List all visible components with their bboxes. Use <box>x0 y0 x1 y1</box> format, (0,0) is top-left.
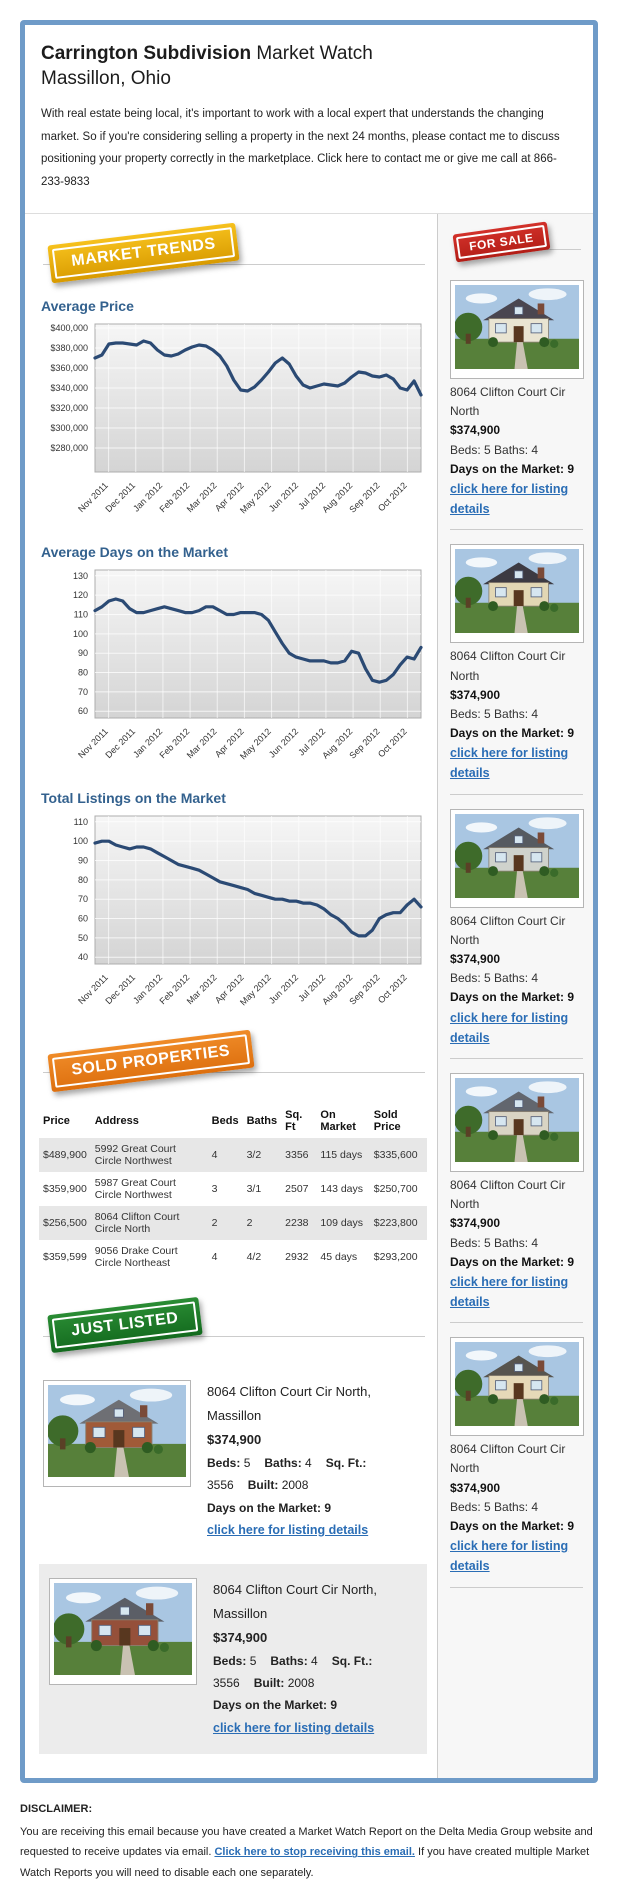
y-axis-tick-label: 70 <box>77 686 88 697</box>
listing-price: $374,900 <box>207 1432 262 1448</box>
x-axis-tick-label: Aug 2012 <box>320 480 355 515</box>
market-trends-badge-row <box>39 228 427 290</box>
x-axis-tick-label: Jan 2012 <box>131 972 165 1006</box>
page-subtitle: Massillon, Ohio <box>41 67 171 89</box>
listing-spec-label: Beds: <box>207 1456 244 1471</box>
intro-text: With real estate being local, it's important to work with a local expert that understands the changing market. So if you're considering selling a property in the next 24 months, please contact me to discuss positioning your property correctly in the marketplace. Click here to contact me or give me call at 866-233-9833 <box>41 108 560 188</box>
x-axis-tick-label: Oct 2012 <box>375 726 409 760</box>
sold-properties-table <box>39 1104 427 1274</box>
y-axis-tick-label: 80 <box>77 667 88 678</box>
listing-days-on-market: Days on the Market: 9 <box>450 1254 575 1269</box>
just-listed-badge-row <box>39 1300 427 1362</box>
y-axis-tick-label: $340,000 <box>50 383 88 394</box>
y-axis-tick-label: 110 <box>73 816 88 827</box>
y-axis-tick-label: 90 <box>77 855 88 866</box>
y-axis-tick-label: $320,000 <box>50 403 88 414</box>
x-axis-tick-label: Sep 2012 <box>347 480 382 515</box>
y-axis-tick-label: $300,000 <box>50 423 88 434</box>
sold-table-cell: 4/2 <box>246 1251 262 1264</box>
listing-details-link[interactable]: click here for listing details <box>450 1010 569 1045</box>
listing-beds-baths: Beds: 5 Baths: 4 <box>450 971 539 986</box>
page-title <box>41 41 575 67</box>
x-axis-tick-label: May 2012 <box>237 726 273 762</box>
sold-table-cell: 3 <box>211 1183 218 1196</box>
x-axis-tick-label: Jun 2012 <box>266 972 301 1006</box>
house-photo <box>54 1583 192 1675</box>
listing-photo-frame <box>450 1337 584 1436</box>
y-axis-tick-label: $400,000 <box>50 323 88 334</box>
listing-photo-frame <box>450 1073 584 1172</box>
listing-price: $374,900 <box>450 423 501 438</box>
listing-price: $374,900 <box>213 1629 268 1645</box>
sold-table-cell: 3/2 <box>246 1149 262 1162</box>
listing-days-on-market: Days on the Market: 9 <box>450 990 575 1005</box>
x-axis-tick-label: Mar 2012 <box>184 726 219 761</box>
y-axis-tick-label: $360,000 <box>50 363 88 374</box>
listing-details-link[interactable]: click here for listing details <box>450 746 569 781</box>
content-area <box>25 214 593 1778</box>
sold-table-cell: 45 days <box>320 1251 358 1264</box>
x-axis-tick-label: Feb 2012 <box>157 480 192 515</box>
listing-details-link[interactable]: click here for listing details <box>213 1720 375 1735</box>
listing-photo-frame <box>450 280 584 379</box>
listing-details-link[interactable]: click here for listing details <box>450 1274 569 1310</box>
listing-spec-label: Sq. Ft.: <box>331 1653 373 1668</box>
listing-address: 8064 Clifton Court Cir North <box>450 1442 566 1476</box>
sold-table-column-header: Beds <box>211 1115 239 1128</box>
x-axis-tick-label: Feb 2012 <box>157 726 192 761</box>
x-axis-tick-label: Mar 2012 <box>184 480 219 515</box>
listing-price: $374,900 <box>450 1480 501 1495</box>
sold-table-cell: $293,200 <box>373 1251 418 1264</box>
sold-table-cell: $359,900 <box>43 1183 87 1196</box>
sold-table-column-header: On Market <box>320 1109 356 1134</box>
disclaimer-text-after: If you have created multiple Market Watch Reports you will need to disable each one separately. <box>20 1846 590 1880</box>
chart-block <box>39 544 427 776</box>
listing-spec-value: 4 <box>311 1653 318 1668</box>
y-axis-tick-label: 110 <box>73 609 88 620</box>
x-axis-tick-label: Aug 2012 <box>320 972 355 1007</box>
sold-table-cell: 2238 <box>285 1217 309 1230</box>
email-header <box>25 25 593 214</box>
y-axis-tick-label: 130 <box>72 570 88 581</box>
for-sale-badge <box>453 222 551 263</box>
just-listed-badge <box>47 1297 202 1353</box>
disclaimer-heading: DISCLAIMER: <box>20 1802 93 1815</box>
for-sale-sidebar <box>437 214 593 1778</box>
y-axis-tick-label: 60 <box>77 913 88 924</box>
unsubscribe-link[interactable]: Click here to stop receiving this email. <box>214 1846 415 1859</box>
listing-spec-label: Baths: <box>264 1456 306 1471</box>
house-photo <box>48 1385 186 1477</box>
listing-details-link[interactable]: click here for listing details <box>450 481 569 517</box>
sold-table-row <box>39 1206 427 1240</box>
listing-text <box>450 1176 583 1312</box>
x-axis-tick-label: Nov 2011 <box>76 480 110 515</box>
sold-table-column-header: Baths <box>246 1115 278 1128</box>
listing-price: $374,900 <box>450 1216 501 1231</box>
listing-text <box>450 1440 583 1576</box>
page-title-bold: Carrington Subdivision <box>41 43 252 64</box>
just-listed-item <box>39 1368 427 1554</box>
listing-spec-label: Beds: <box>213 1653 250 1668</box>
listing-spec-value: 3556 <box>207 1478 234 1493</box>
listing-spec <box>213 1654 256 1668</box>
listing-spec-label: Built: <box>247 1478 282 1493</box>
for-sale-listings <box>450 274 583 1588</box>
listing-photo-frame <box>450 544 584 643</box>
listing-price: $374,900 <box>450 952 501 967</box>
house-photo <box>455 814 579 898</box>
listing-text <box>450 912 583 1048</box>
sold-table-row <box>39 1172 427 1206</box>
listing-spec <box>270 1654 317 1668</box>
listing-spec <box>254 1676 315 1690</box>
x-axis-tick-label: Jul 2012 <box>296 972 328 1004</box>
listing-address: 8064 Clifton Court Cir North <box>450 385 566 419</box>
listing-beds-baths: Beds: 5 Baths: 4 <box>450 442 539 457</box>
disclaimer <box>0 1783 620 1898</box>
chart-block <box>39 790 427 1022</box>
listing-spec-label: Sq. Ft.: <box>325 1456 367 1471</box>
listing-spec-label: Built: <box>253 1676 288 1691</box>
house-photo <box>455 1342 579 1426</box>
chart-title: Total Listings on the Market <box>41 790 226 807</box>
sold-table-column-header: Price <box>43 1115 70 1128</box>
market-trends-badge <box>47 223 239 284</box>
sold-table-cell: 143 days <box>320 1183 364 1196</box>
listing-price: $374,900 <box>450 687 501 702</box>
sold-table-column-header: Sq. Ft <box>285 1109 303 1134</box>
listing-address: 8064 Clifton Court Cir North <box>450 649 566 683</box>
disclaimer-text <box>20 1822 600 1885</box>
sold-properties-badge-row <box>39 1036 427 1098</box>
for-sale-listing <box>450 803 583 1059</box>
x-axis-tick-label: Dec 2011 <box>103 726 138 761</box>
house-photo <box>455 285 579 369</box>
house-photo <box>455 1078 579 1162</box>
listing-specs <box>213 1650 417 1694</box>
line-chart <box>39 564 427 776</box>
sold-table-cell: 8064 Clifton Court Circle North <box>94 1211 180 1236</box>
listing-address: 8064 Clifton Court Cir North <box>450 913 566 947</box>
x-axis-tick-label: Nov 2011 <box>76 726 110 761</box>
y-axis-tick-label: 50 <box>77 932 88 943</box>
just-listed-section <box>39 1368 427 1754</box>
listing-photo-frame <box>49 1578 197 1685</box>
y-axis-tick-label: 60 <box>77 706 88 717</box>
main-column <box>25 214 437 1778</box>
sold-properties-badge-label: SOLD PROPERTIES <box>52 1034 250 1088</box>
x-axis-tick-label: Jul 2012 <box>296 480 328 512</box>
listing-spec-label: Baths: <box>270 1653 312 1668</box>
just-listed-badge-label: JUST LISTED <box>52 1301 198 1348</box>
sold-table-cell: $223,800 <box>373 1217 418 1230</box>
listing-beds-baths: Beds: 5 Baths: 4 <box>450 1235 539 1250</box>
x-axis-tick-label: Feb 2012 <box>157 972 192 1007</box>
x-axis-tick-label: Dec 2011 <box>103 480 138 515</box>
listing-spec-value: 4 <box>305 1456 312 1471</box>
chart-title: Average Days on the Market <box>41 544 228 561</box>
listing-details-link[interactable]: click here for listing details <box>207 1522 369 1537</box>
listing-beds-baths: Beds: 5 Baths: 4 <box>450 1499 539 1514</box>
sold-table-cell: 3356 <box>285 1149 309 1162</box>
listing-text <box>450 647 583 783</box>
y-axis-tick-label: 90 <box>77 648 88 659</box>
y-axis-tick-label: 70 <box>77 894 88 905</box>
listing-spec-value: 3556 <box>213 1676 240 1691</box>
listing-spec-value: 5 <box>243 1456 251 1471</box>
listing-photo-frame <box>450 809 584 908</box>
sold-table-cell: 9056 Drake Court Circle Northeast <box>94 1245 178 1270</box>
sold-table-cell: 2507 <box>285 1183 309 1196</box>
listing-text <box>213 1578 417 1740</box>
listing-address: 8064 Clifton Court Cir North, Massillon <box>213 1581 378 1621</box>
x-axis-tick-label: Mar 2012 <box>184 972 219 1007</box>
sold-table-column-header: Address <box>94 1115 139 1128</box>
listing-days-on-market: Days on the Market: 9 <box>450 726 575 741</box>
x-axis-tick-label: Sep 2012 <box>347 972 382 1007</box>
sold-table-cell: 3/1 <box>246 1183 262 1196</box>
x-axis-tick-label: May 2012 <box>237 480 273 516</box>
for-sale-listing <box>450 274 583 530</box>
sold-table-column-header: Sold Price <box>373 1109 401 1134</box>
chart-title: Average Price <box>41 298 134 315</box>
listing-photo-frame <box>43 1380 191 1487</box>
x-axis-tick-label: Aug 2012 <box>320 726 355 761</box>
sold-table-row <box>39 1138 427 1172</box>
page-title-rest: Market Watch <box>251 43 373 64</box>
sold-table-cell: 115 days <box>320 1149 363 1162</box>
for-sale-badge-label: FOR SALE <box>456 225 547 259</box>
sold-table-cell: 5987 Great Court Circle Northwest <box>94 1177 176 1202</box>
for-sale-listing <box>450 538 583 794</box>
listing-spec-value: 2008 <box>287 1676 315 1691</box>
line-chart <box>39 810 427 1022</box>
y-axis-tick-label: $280,000 <box>50 443 88 454</box>
y-axis-tick-label: 80 <box>77 874 88 885</box>
listing-specs <box>207 1452 423 1496</box>
listing-address: 8064 Clifton Court Cir North, Massillon <box>207 1384 372 1424</box>
listing-spec <box>248 1478 309 1492</box>
charts-section <box>39 298 427 1022</box>
x-axis-tick-label: Apr 2012 <box>212 726 246 760</box>
sold-table-header-row <box>39 1104 427 1138</box>
chart-block <box>39 298 427 530</box>
just-listed-item <box>39 1564 427 1754</box>
email-frame <box>20 20 598 1783</box>
listing-text <box>450 383 583 519</box>
x-axis-tick-label: Nov 2011 <box>76 972 110 1007</box>
listing-details-link[interactable]: click here for listing details <box>450 1539 569 1574</box>
x-axis-tick-label: Jan 2012 <box>131 480 165 514</box>
sold-table-cell: $335,600 <box>373 1149 418 1162</box>
x-axis-tick-label: Oct 2012 <box>375 972 409 1006</box>
sold-table-cell: 109 days <box>320 1217 364 1230</box>
listing-beds-baths: Beds: 5 Baths: 4 <box>450 706 539 721</box>
house-photo <box>455 549 579 633</box>
listing-days-on-market: Days on the Market: 9 <box>450 461 575 476</box>
for-sale-badge-row <box>450 226 583 268</box>
sold-table-cell: 2 <box>211 1217 218 1230</box>
listing-spec <box>264 1456 311 1470</box>
x-axis-tick-label: Dec 2011 <box>103 972 138 1007</box>
x-axis-tick-label: Oct 2012 <box>375 480 409 514</box>
y-axis-tick-label: 100 <box>72 628 88 639</box>
market-trends-badge-label: MARKET TRENDS <box>52 227 235 279</box>
sold-table-cell: $359,599 <box>43 1251 87 1264</box>
x-axis-tick-label: Jun 2012 <box>266 726 301 760</box>
listing-spec-value: 5 <box>249 1653 257 1668</box>
y-axis-tick-label: 40 <box>77 952 88 963</box>
disclaimer-text-before: You are receiving this email because you have created a Market Watch Report on the Delta Media Group website and requested to receive updates via email. <box>20 1825 593 1859</box>
x-axis-tick-label: Jun 2012 <box>266 480 301 514</box>
y-axis-tick-label: $380,000 <box>50 343 88 354</box>
for-sale-listing <box>450 1067 583 1323</box>
listing-spec-value: 2008 <box>281 1478 309 1493</box>
listing-days-on-market: Days on the Market: 9 <box>450 1519 575 1534</box>
sold-table-cell: $256,500 <box>43 1217 87 1230</box>
sold-table-cell: 5992 Great Court Circle Northwest <box>94 1143 176 1168</box>
listing-text <box>207 1380 423 1542</box>
listing-spec <box>207 1456 250 1470</box>
sold-table-cell: 2932 <box>285 1251 309 1264</box>
sold-table-cell: $250,700 <box>373 1183 418 1196</box>
sold-table-cell: 4 <box>211 1149 218 1162</box>
x-axis-tick-label: Apr 2012 <box>212 480 246 514</box>
line-chart <box>39 318 427 530</box>
sold-properties-badge <box>47 1030 254 1093</box>
x-axis-tick-label: May 2012 <box>237 972 273 1008</box>
listing-days-on-market: Days on the Market: 9 <box>213 1698 338 1713</box>
sold-table-cell: $489,900 <box>43 1149 87 1162</box>
y-axis-tick-label: 120 <box>72 590 88 601</box>
x-axis-tick-label: Jan 2012 <box>131 726 165 760</box>
x-axis-tick-label: Sep 2012 <box>347 726 382 761</box>
x-axis-tick-label: Apr 2012 <box>212 972 246 1006</box>
sold-table-cell: 4 <box>211 1251 218 1264</box>
for-sale-listing <box>450 1331 583 1587</box>
sold-table-row <box>39 1240 427 1274</box>
listing-address: 8064 Clifton Court Cir North <box>450 1177 566 1212</box>
listing-days-on-market: Days on the Market: 9 <box>207 1500 332 1515</box>
x-axis-tick-label: Jul 2012 <box>296 726 328 758</box>
sold-table-cell: 2 <box>246 1217 253 1230</box>
y-axis-tick-label: 100 <box>72 836 88 847</box>
